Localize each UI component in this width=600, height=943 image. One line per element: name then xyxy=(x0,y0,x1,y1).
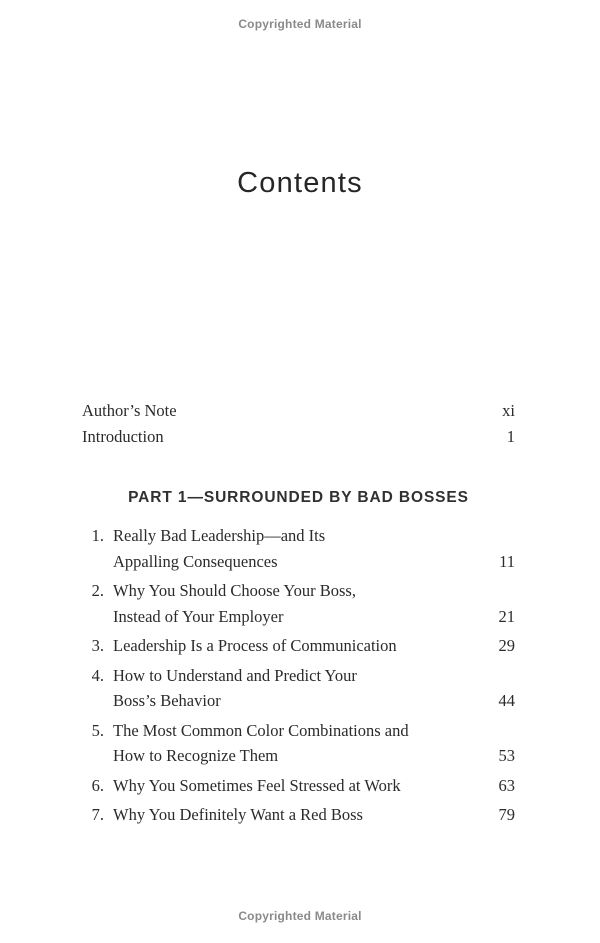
chapter-number: 5. xyxy=(91,720,104,740)
page-number: 21 xyxy=(498,606,515,626)
chapter-number: 4. xyxy=(91,665,104,685)
front-matter-label: Introduction xyxy=(82,427,164,446)
page-number: 44 xyxy=(498,691,515,710)
chapter-title-line: Why You Sometimes Feel Stressed at Work xyxy=(113,775,401,795)
toc-entry xyxy=(82,718,515,769)
page-number: 63 xyxy=(498,775,515,795)
front-matter-row xyxy=(82,398,515,424)
toc-entry xyxy=(82,663,515,714)
chapter-title-line: Boss’s Behavior xyxy=(113,691,221,710)
chapter-title xyxy=(113,523,491,574)
chapter-number: 7. xyxy=(91,805,104,824)
copyright-banner-bottom: Copyrighted Material xyxy=(238,909,362,923)
page-number: 79 xyxy=(498,805,515,824)
chapter-title-line: Instead of Your Employer xyxy=(113,606,284,626)
part-heading: PART 1—SURROUNDED BY BAD BOSSES xyxy=(128,489,469,506)
chapter-number: 3. xyxy=(91,636,104,655)
toc-entry xyxy=(82,523,515,574)
chapter-number: 6. xyxy=(91,775,104,795)
front-matter-label: Author’s Note xyxy=(82,401,177,420)
table-of-contents xyxy=(82,398,515,828)
chapter-title xyxy=(113,773,491,799)
toc-entry xyxy=(82,802,515,828)
page-title: Contents xyxy=(237,167,363,199)
chapter-title xyxy=(113,718,491,769)
chapter-title-line: Leadership Is a Process of Communication xyxy=(113,636,397,655)
chapter-title-line: Why You Definitely Want a Red Boss xyxy=(113,805,363,824)
front-matter-row xyxy=(82,424,515,450)
chapter-title-line: The Most Common Color Combinations and xyxy=(113,720,409,740)
chapter-title-line: Appalling Consequences xyxy=(113,551,278,571)
toc-entry xyxy=(82,773,515,799)
chapter-title-line: How to Understand and Predict Your xyxy=(113,665,357,685)
toc-entry xyxy=(82,633,515,659)
page-number: xi xyxy=(502,401,515,420)
chapter-title-line: Why You Should Choose Your Boss, xyxy=(113,581,356,600)
chapter-title xyxy=(113,663,491,714)
page-number: 1 xyxy=(506,427,515,446)
chapter-title-line: How to Recognize Them xyxy=(113,746,279,765)
copyright-banner-top: Copyrighted Material xyxy=(238,17,362,31)
chapter-title xyxy=(113,633,491,659)
chapter-number: 2. xyxy=(91,581,104,600)
page-number: 53 xyxy=(498,746,515,765)
page-number: 29 xyxy=(498,636,515,655)
chapter-number: 1. xyxy=(91,526,104,545)
page-number: 11 xyxy=(499,551,515,571)
chapter-title xyxy=(113,578,491,629)
chapter-title xyxy=(113,802,491,828)
chapter-list xyxy=(82,523,515,828)
toc-entry xyxy=(82,578,515,629)
chapter-title-line: Really Bad Leadership—and Its xyxy=(113,526,326,545)
